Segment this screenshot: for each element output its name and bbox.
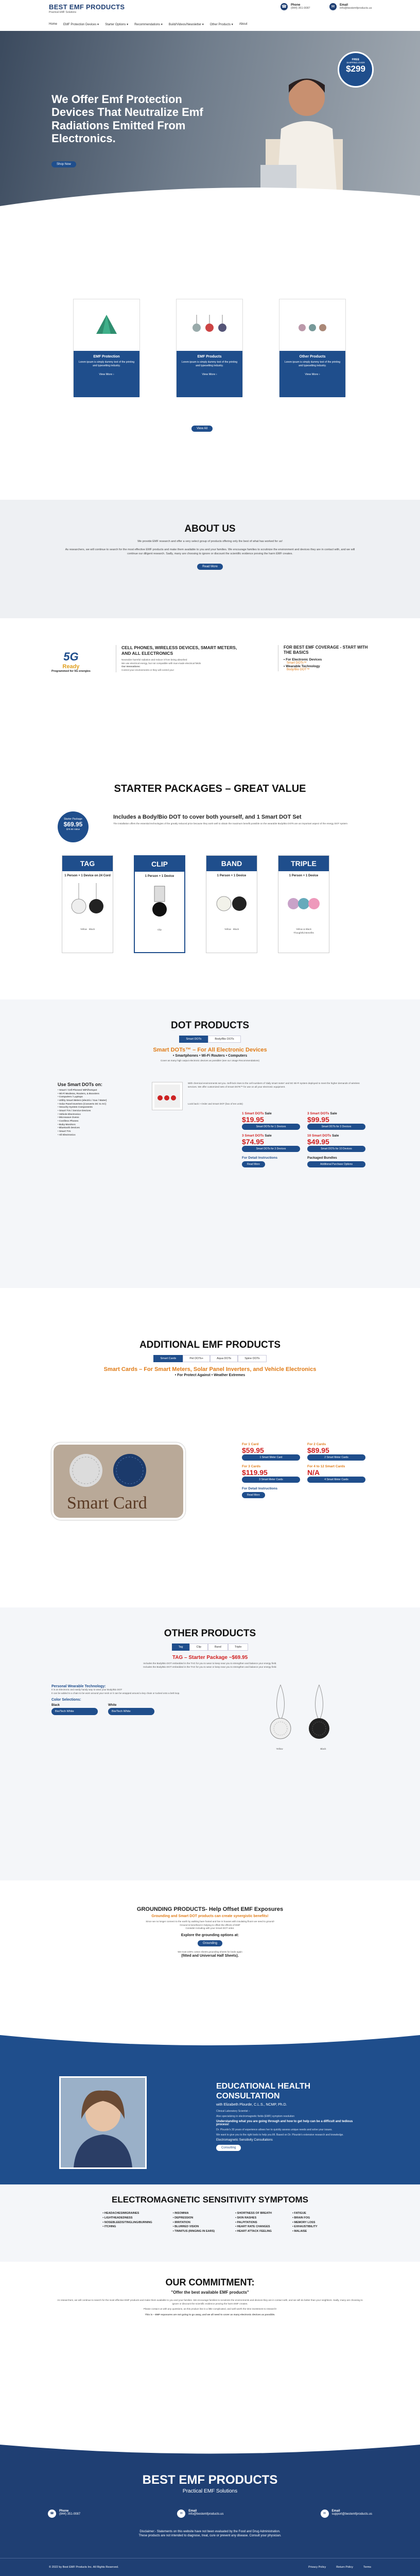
dot-buy-button[interactable]: Smart DOTs for 3 Devices: [307, 1124, 365, 1130]
kit-name: CLIP: [135, 856, 184, 872]
dot-tabs: [0, 1036, 420, 1043]
dot-price-grid: [242, 1112, 365, 1167]
other-p1: Includes the Body/Bio DOT embedded in the TAG for you to wear to keep near you to strengthen and balance your energy field.: [143, 1662, 277, 1665]
site-header: [0, 0, 420, 31]
use-item: • Vehicle Electronics: [58, 1112, 81, 1115]
use-item: • Cordless Phones: [58, 1119, 79, 1122]
footer-phone[interactable]: ☎ Phone (844) 351-0087: [48, 2510, 80, 2518]
footer-bottom-bar: [0, 2558, 420, 2576]
grounding-l4: Consider including with your Smart DOT order.: [185, 1927, 235, 1930]
pendants-icon: [177, 299, 242, 351]
addl-title: ADDITIONAL EMF PRODUCTS: [139, 1340, 281, 1350]
footer-disclaimer: Disclaimer:- Statements on this website have not been evaluated by the Food and Drug Administration.: [139, 2530, 281, 2533]
basics-info: FOR BEST EMF COVERAGE - START WITH THE BASICS • For Electronic Devices Smart DOTs™ • Wearable Technology Body/Bio DOT™: [278, 645, 371, 671]
footer-sub: Practical EMF Solutions: [182, 2488, 238, 2494]
kit-name: TAG: [62, 856, 113, 871]
symptom-item: • FATIGUE: [292, 2212, 306, 2215]
cell-heading: CELL PHONES, WIRELESS DEVICES, SMART METERS, AND ALL ELECTRONICS: [121, 645, 237, 656]
product-card-other-products[interactable]: [279, 299, 346, 397]
symptom-column: [292, 2211, 318, 2234]
consult-p4: Dr. Plourde's 30 years of experience allows her to quickly assess unique needs and solve your issues.: [216, 2128, 332, 2132]
cell-line-3: Our Innovations:: [121, 665, 141, 668]
tab-tag[interactable]: Tag: [172, 1643, 190, 1651]
mail-icon: ✉: [321, 2510, 329, 2518]
consultation-text: [216, 2081, 360, 2151]
symptom-item: • DEPRESSION: [172, 2216, 194, 2219]
grounding-l5: Explore the grounding options at:: [181, 1933, 239, 1937]
kit-color-2: Black: [89, 928, 95, 930]
commit-p2: Please contact us with any questions, as this product line is a little complicated, and well worth the time investment to research!: [143, 2308, 277, 2311]
grounding-button[interactable]: Grounding: [198, 1940, 222, 1946]
consult-title: EDUCATIONAL HEALTH CONSULTATION: [216, 2082, 311, 2101]
dot-blurb: With chemical environments set you. Self-lock rises to the cell numbers of 'daily smart meter' and 5G Wi-Fi system deployed to meet the higher demands of wireless services. We offer customized sets of Smart DOTs™ for use on all your electronic equipment.: [188, 1082, 360, 1088]
card-instructions: For Detail Instructions Read More: [242, 1487, 300, 1498]
about-read-more-button[interactable]: Read More: [197, 564, 223, 570]
card-option-3: For 3 Cards $119.95 3 Smart Meter Cards: [242, 1465, 300, 1483]
card-buy-button[interactable]: 3 Smart Meter Cards: [242, 1477, 300, 1483]
nav-build[interactable]: Build/Videos/Newsletter ▾: [168, 23, 204, 26]
consult-p3: Understanding what you are going through and how to get help can be a difficult and tedious process!: [216, 2120, 353, 2127]
copyright: © 2022 by Best EMF Products Inc. All Rights Reserved.: [49, 2566, 119, 2569]
hero-person-image: [255, 62, 348, 206]
consult-name: with Elizabeth Plourde, C.L.S., NCMP, Ph.D.: [216, 2103, 287, 2107]
additional-products-section: [0, 1319, 420, 1607]
logo-title: BEST EMF PRODUCTS: [49, 3, 125, 11]
kit-triple[interactable]: [278, 855, 329, 953]
symptom-item: • SKIN RASHES: [235, 2216, 257, 2219]
commitment-section: [0, 2262, 420, 2354]
pyramid-icon: [74, 299, 139, 351]
dot-sub3: Cover as many high output electronic devices as possible! (see our Usage Recommendations): [160, 1059, 259, 1062]
email-value: info@bestemfproducts.us: [340, 7, 372, 10]
basics-item-2: Wearable Technology: [286, 664, 320, 668]
grounding-l3: Ground is beneficial in helping to offset the effects of EMF: [180, 1923, 240, 1926]
symptom-item: • HEADACHES/MIGRAINES: [102, 2212, 139, 2215]
kit-color-2: Thoughtful Benefits: [293, 931, 314, 934]
shop-now-button[interactable]: Shop Now: [51, 161, 76, 167]
commit-title: OUR COMMITMENT:: [165, 2277, 255, 2287]
tab-body-bio-dots[interactable]: Body/Bio DOTs: [208, 1036, 240, 1043]
basics-heading: FOR BEST EMF COVERAGE - START WITH THE BASICS: [284, 645, 368, 655]
tab-smart-cards[interactable]: Smart Cards: [153, 1355, 183, 1362]
main-nav: [49, 23, 247, 26]
symptom-item: • PALPITATIONS: [235, 2221, 257, 2224]
card-title: Other Products: [299, 355, 326, 359]
footer-contacts: [48, 2510, 372, 2518]
kit-color-2: Black: [233, 928, 239, 930]
dot-bundles: Packaged Bundles Additional Purchase Options: [307, 1156, 365, 1167]
symptom-item: • NOSEBLEEDS/TINGLING/BURNING: [102, 2221, 152, 2224]
symptom-item: • ITCHING: [102, 2225, 116, 2229]
basics-item-2b[interactable]: Body/Bio DOT™: [287, 668, 310, 671]
kit-name: BAND: [206, 856, 257, 871]
use-item: • All Electronics: [58, 1133, 76, 1136]
dot-price: $49.95: [307, 1138, 329, 1146]
nav-starter-options[interactable]: Starter Options ▾: [105, 23, 129, 26]
badge-price: $299: [346, 64, 365, 74]
dot-additional-button[interactable]: Additional Purchase Options: [307, 1161, 365, 1167]
cell-info: [116, 645, 244, 672]
use-item: • Utility Smart Meters (electric / Gas / Water): [58, 1098, 107, 1101]
footer-email-2[interactable]: ✉ Email support@bestemfproducts.us: [321, 2510, 372, 2518]
wearable-line-2: It can be added to a chain to be worn around your neck or it can be wrapped around a key chain or tucked onto a belt loop.: [51, 1691, 180, 1694]
cell-line-4: Control your environments or they will control you!: [121, 669, 174, 672]
symptom-item: • TINNITUS (RINGING IN EARS): [172, 2230, 215, 2233]
mail-icon: ✉: [329, 3, 337, 10]
nav-recommendations[interactable]: Recommendations ▾: [134, 23, 163, 26]
site-footer: [0, 2442, 420, 2576]
card-desc: Lorem ipsum is simply dummy text of the printing and typesetting industry.: [284, 361, 341, 367]
kit-band-image: [208, 880, 255, 927]
kit-line: 1 Person + 1 Device: [289, 874, 319, 877]
wearable-line-1: It is an Electronic and easily handy way to wear your Body/Bio DOT: [51, 1688, 122, 1691]
card-option-2: For 2 Cards $89.95 2 Smart Meter Cards: [307, 1443, 365, 1461]
use-item: • Smart TVs: [58, 1129, 71, 1132]
footer-disclaimer-2: These products are not intended to diagnose, treat, cure or prevent any disease. Consult your physician.: [138, 2534, 282, 2537]
tag-pendants-image: [257, 1680, 345, 1757]
phone-label: Phone: [291, 4, 301, 7]
symptoms-title: ELECTROMAGNETIC SENSITIVITY SYMPTOMS: [112, 2195, 308, 2205]
kit-line: 1 Person + 1 Device on 24 Cord: [64, 874, 111, 877]
email-label: Email: [340, 4, 348, 7]
kit-tag[interactable]: [62, 855, 113, 953]
dot-sub2: • Smartphones • Wi-Fi Routers • Computers: [172, 1054, 248, 1058]
hero-headline: We Offer Emf Protection Devices That Neutralize Emf Radiations Emitted From Electronics.: [51, 93, 203, 145]
use-item: • Computers / Laptops: [58, 1095, 83, 1098]
uses-heading: Use Smart DOTs on:: [58, 1082, 102, 1087]
kit-clip-image: [136, 881, 183, 927]
footer-email[interactable]: ✉ Email info@bestemfproducts.us: [177, 2510, 223, 2518]
dot-price: $19.95: [242, 1115, 264, 1124]
use-item: • Wi-Fi Modems, Routers, & Boosters: [58, 1092, 99, 1095]
badge-top: Starter Package: [64, 818, 82, 821]
consult-p5: We want to give you to the right tools to help you lift. Based on Dr. Plourde's extensive research and knowledge.: [216, 2133, 344, 2137]
grounding-l6: We trust 100% cotton sheets grounding sheets for beds again: [178, 1950, 242, 1953]
free-shipping-badge: [338, 52, 374, 88]
tab-clip[interactable]: Clip: [189, 1643, 207, 1651]
header-email[interactable]: [329, 3, 372, 10]
consultant-photo: [59, 2076, 147, 2169]
dot-blurb2: Look back > Order and Smart DOT (box of ten units): [188, 1103, 243, 1105]
kit-color-1: Yellow: [224, 928, 232, 930]
badge-price: $69.95: [63, 821, 83, 828]
product-card-emf-products[interactable]: [176, 299, 243, 397]
kit-band[interactable]: [206, 855, 257, 953]
cell-line-2: We use electrical energy, but not compatible with man-made electrical fields: [121, 662, 201, 665]
kit-clip[interactable]: [134, 855, 185, 953]
card-buy-button[interactable]: 2 Smart Meter Cards: [307, 1454, 365, 1461]
use-item: • Baby Monitors: [58, 1123, 76, 1126]
color-white-label: White: [108, 1704, 117, 1707]
phone-value: (844) 351-0087: [291, 7, 310, 10]
card-option-4: For 4 to 12 Smart Cards N/A 4 Smart Meter Cards: [307, 1465, 365, 1483]
about-p1: We provide EMF research and offer a very select group of products offering only the best of what has worked for us!: [137, 540, 283, 543]
starter-packages-section: [0, 783, 420, 979]
tab-pet-dots[interactable]: Pet DOTs+: [183, 1355, 210, 1362]
card-desc: Lorem ipsum is simply dummy text of the printing and typesetting industry.: [78, 361, 135, 367]
about-section: [0, 500, 420, 618]
consulting-button[interactable]: Consulting: [216, 2145, 241, 2151]
symptom-item: • IRRITATION: [172, 2221, 190, 2224]
view-more-link[interactable]: View More ›: [99, 373, 114, 376]
symptom-item: • EXHAUSTIBILITY: [292, 2225, 318, 2229]
card-buy-button[interactable]: 1 Smart Meter Card: [242, 1454, 300, 1461]
wearable-info: [51, 1685, 237, 1715]
kit-line: 1 Person + 1 Device: [217, 874, 247, 877]
badge-text: SHIPPING OVER: [346, 61, 365, 64]
symptom-item: • MALAISE: [292, 2230, 307, 2233]
dot-buy-button[interactable]: Smart DOTs for 10 Devices: [307, 1146, 365, 1152]
starter-title: STARTER PACKAGES – GREAT VALUE: [114, 783, 306, 794]
addl-price-grid: [242, 1443, 365, 1498]
about-title: ABOUT US: [184, 523, 236, 534]
color-black-label: Black: [51, 1704, 60, 1707]
symptom-item: • INSOMNIA: [172, 2212, 189, 2215]
nav-home[interactable]: Home: [49, 23, 58, 26]
dot-read-more-button[interactable]: Read More: [242, 1161, 265, 1167]
footer-title: BEST EMF PRODUCTS: [142, 2473, 278, 2487]
dot-buy-button[interactable]: Smart DOTs for 3 Devices: [242, 1146, 300, 1152]
terms-link[interactable]: Terms: [363, 2566, 371, 2569]
other-products-section: [0, 1607, 420, 1880]
basics-item-1b[interactable]: Smart DOTs™: [287, 661, 307, 665]
kit-tag-image: [64, 880, 111, 927]
dot-buy-button[interactable]: Smart DOTs for 1 Devices: [242, 1124, 300, 1130]
grounding-title: GROUNDING PRODUCTS- Help Offset EMF Exposures: [136, 1906, 284, 1912]
smart-card-image: [51, 1443, 185, 1520]
consultation-section: [0, 2030, 420, 2184]
card-title: EMF Protection: [93, 355, 120, 359]
product-card-emf-protection[interactable]: [73, 299, 140, 397]
starter-heading: Includes a Body/Bio DOT to cover both yourself, and 1 Smart DOT Set: [113, 814, 302, 820]
symptom-column: [235, 2211, 272, 2234]
nav-emf-protection[interactable]: EMF Protection Devices ▾: [63, 23, 99, 26]
basics-item-1: For Electronic Devices: [286, 657, 322, 662]
use-item: • Security System Components: [58, 1106, 93, 1109]
dot-option-2: 3 Smart DOTs Sale $99.95 Smart DOTs for 3 Devices: [307, 1112, 365, 1130]
tab-smart-dots[interactable]: Smart DOTs: [179, 1036, 208, 1043]
symptoms-section: [0, 2184, 420, 2262]
wearable-heading: Personal Wearable Technology:: [51, 1685, 106, 1688]
smart-card-label: Smart Card: [67, 1494, 147, 1513]
starter-price-badge: [58, 811, 89, 842]
dot-instructions: For Detail Instructions Read More: [242, 1156, 300, 1167]
tab-band[interactable]: Band: [208, 1643, 228, 1651]
5g-ready-badge: [51, 650, 91, 673]
card-desc: Lorem ipsum is simply dummy text of the printing and typesetting industry.: [181, 361, 238, 367]
card-title: EMF Products: [197, 355, 222, 359]
about-p2: As researchers, we will continue to search for the most effective EMF products and make them available to you and your families. We encourage families to scrutinize the environment and devices they are in contact with, and we will continue our diligent research. Sadly, many are choosing to ignore or discount the scientific evidence proving the harm EMF creates.: [65, 548, 355, 555]
badge-sub: Programmed for 5G energies: [51, 670, 91, 673]
card-read-more-button[interactable]: Read More: [242, 1492, 265, 1498]
use-item: • Smart TVs / Service Devices: [58, 1109, 91, 1112]
card-option-1: For 1 Card $59.95 1 Smart Meter Card: [242, 1443, 300, 1461]
grounding-l1: Grounding and Smart DOT products can create synergistic benefits!: [151, 1914, 269, 1918]
use-item: • Solar Panel Inverters (Converts DC to AC): [58, 1102, 107, 1105]
starter-intro: [113, 814, 355, 826]
other-p2: Includes the Body/Bio DOT embedded in the TAG for you to wear or keep near you to strengthen and balance your energy field.: [143, 1665, 277, 1668]
kit-color-1: Yellow: [80, 928, 87, 930]
necklaces-icon: [279, 299, 345, 351]
kit-color-1: Clip: [157, 928, 162, 931]
symptom-column: [173, 2211, 215, 2234]
color-heading: Color Selections:: [51, 1698, 81, 1702]
symptom-item: • HEART ATTACK FEELING: [235, 2230, 272, 2233]
dot-price: $74.95: [242, 1138, 264, 1146]
symptom-item: • MEMORY LOSS: [292, 2221, 316, 2224]
pendant-color-1: Yellow: [276, 1748, 283, 1750]
kit-line: 1 Person + 1 Device: [145, 875, 174, 878]
dot-uses-list: [58, 1082, 145, 1137]
return-link[interactable]: Return Policy: [336, 2566, 354, 2569]
tab-spine-dots[interactable]: Spine DOTs: [238, 1355, 266, 1362]
view-more-link[interactable]: View More ›: [202, 373, 217, 376]
view-more-link[interactable]: View More ›: [305, 373, 320, 376]
kit-color-1: Yellow & Black: [296, 928, 311, 930]
symptom-item: • BLURRED VISION: [172, 2225, 199, 2229]
dot-sub: Smart DOTs™ – For All Electronic Devices: [153, 1047, 267, 1053]
badge-ready: Ready: [62, 664, 80, 670]
dot-option-3: 3 Smart DOTs Sale $74.95 Smart DOTs for 3 Devices: [242, 1134, 300, 1152]
card-buy-button[interactable]: 4 Smart Meter Cards: [307, 1477, 365, 1483]
symptom-item: • BRAIN FOG: [292, 2216, 310, 2219]
footer-wave: [0, 2442, 420, 2458]
kit-triple-image: [281, 880, 327, 927]
symptom-item: • SHORTNESS OF BREATH: [235, 2212, 272, 2215]
tab-aqua-dots[interactable]: Aqua DOTs: [210, 1355, 238, 1362]
other-title: OTHER PRODUCTS: [164, 1628, 256, 1639]
hero-wave: [0, 185, 420, 216]
grounding-l2: Since we no longer connect to the earth by walking bare footed and live in houses with insulating floors we need to ground!: [146, 1920, 274, 1923]
view-all-button[interactable]: View All: [191, 426, 213, 432]
commit-p3: This is – EMF exposures are not going to go away, and we all need to cover as many electronic devices as possible.: [145, 2313, 275, 2316]
consult-p2: Also specializing in electromagnetic fields (EMF) symptom resolution: [216, 2115, 295, 2119]
use-item: • Bluetooth Devices: [58, 1126, 80, 1129]
logo-subtitle: Practical EMF Solutions: [49, 11, 77, 14]
tab-triple[interactable]: Triple: [228, 1643, 249, 1651]
addl-sub2: • For Protect Against • Weather Extremes: [174, 1374, 246, 1377]
phone-icon: ☎: [281, 3, 288, 10]
pendant-color-2: Black: [320, 1748, 326, 1750]
mail-icon: ✉: [177, 2510, 185, 2518]
cell-phones-section: [0, 639, 420, 701]
badge-5g: 5G: [63, 650, 79, 663]
other-head: TAG – Starter Package ~$69.95: [172, 1655, 248, 1660]
other-tabs: [0, 1643, 420, 1651]
consult-p6: Electromagnetic Sensitivity Consultations: [216, 2139, 273, 2142]
addl-sub: Smart Cards – For Smart Meters, Solar Panel Inverters, and Vehicle Electronics: [103, 1366, 317, 1372]
dot-products-section: [0, 999, 420, 1288]
cell-line-1: Neutralize harmful radiation and reduce it from being absorbed: [121, 658, 187, 662]
grounding-section: [0, 1906, 420, 2045]
symptom-item: • HEART RATE CHANGES: [235, 2225, 270, 2229]
kit-name: TRIPLE: [278, 856, 329, 871]
dot-option-4: 10 Smart DOTs Sale $49.95 Smart DOTs for 10 Devices: [307, 1134, 365, 1152]
dot-title: DOT PRODUCTS: [171, 1020, 249, 1031]
hero-banner: [0, 31, 420, 216]
consult-p1: Clinical Laboratory Scientist –: [216, 2110, 250, 2113]
color-white-select[interactable]: Bio/Tech White: [108, 1708, 154, 1715]
nav-other-products[interactable]: Other Products ▾: [209, 23, 233, 26]
commit-sub: "Offer the best available EMF products": [171, 2290, 249, 2295]
header-phone[interactable]: [281, 3, 310, 10]
addl-tabs: [0, 1355, 420, 1362]
nav-about[interactable]: About: [239, 23, 248, 26]
grounding-l7: (fitted and Universal Half Sheets).: [181, 1954, 239, 1958]
dot-option-1: 1 Smart DOTs Sale $19.95 Smart DOTs for 1 Devices: [242, 1112, 300, 1130]
logo[interactable]: [49, 3, 125, 14]
dot-price: $99.95: [307, 1115, 329, 1124]
dot-package-image: [152, 1082, 183, 1110]
color-black-select[interactable]: Bio/Tech White: [51, 1708, 98, 1715]
badge-old: $79.95 Value: [66, 828, 80, 831]
starter-desc: The installation offers the essential technologies of the greatly reduced price because they work well to obtain the maximum benefit possible on the wearable Body/Bio DOTs are an important aspect of the energy DOT system: [113, 822, 348, 825]
use-item: • Smart / Cell Phones/ WiFi/hotspot: [58, 1089, 97, 1091]
use-item: • Microwave Ovens: [58, 1116, 79, 1119]
symptom-column: [102, 2211, 152, 2234]
consult-wave: [0, 2030, 420, 2050]
badge-free: FREE: [352, 58, 360, 61]
symptom-item: • LIGHTHEADEDNESS: [102, 2216, 133, 2219]
phone-icon: ☎: [48, 2510, 56, 2518]
privacy-link[interactable]: Privacy Policy: [308, 2566, 326, 2569]
commit-p1: As researchers, we will continue to search for the most effective EMF products and make them available to you and your families. We encourage families to scrutinize the environments and devices they are in contact with, and we will do better than your neighbors. Sadly, many are choosing to ignore or discount the scientific evidence proving the harm EMF creates.: [57, 2299, 363, 2305]
